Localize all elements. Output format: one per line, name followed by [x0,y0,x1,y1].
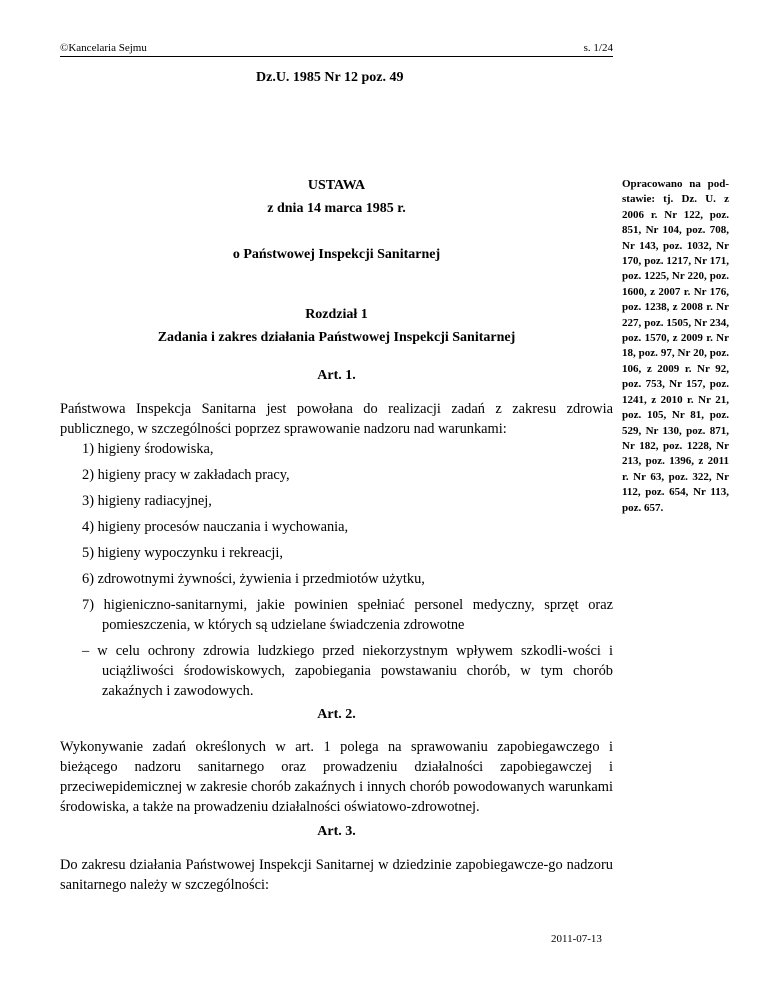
list-item: 5) higieny wypoczynku i rekreacji, [82,545,283,561]
act-date: z dnia 14 marca 1985 r. [267,201,406,216]
list-item: 3) higieny radiacyjnej, [82,493,212,509]
page-number: s. 1/24 [583,42,613,54]
header-publisher: ©Kancelaria Sejmu [60,42,147,54]
chapter-title: Zadania i zakres działania Państwowej Inspekcji Sanitarnej [157,330,516,345]
list-item: 7) higieniczno-sanitarnymi, jakie powinien spełniać personel medyczny, sprzęt oraz pomieszczenia, w których są udzielane świadczenia zdrowotne [82,597,613,633]
article-heading: Art. 1. [317,368,356,383]
article-heading: Art. 3. [317,824,356,839]
act-subject: o Państwowej Inspekcji Sanitarnej [232,247,441,262]
list-item: 6) zdrowotnymi żywności, żywienia i przedmiotów użytku, [82,571,425,587]
header-rule [60,56,613,57]
journal-reference: Dz.U. 1985 Nr 12 poz. 49 [256,70,404,85]
article-text: Państwowa Inspekcja Sanitarna jest powołana do realizacji zadań z zakresu zdrowia publicznego, w szczególności poprzez sprawowanie nadzoru nad warunkami: [60,401,613,437]
article-text: Do zakresu działania Państwowej Inspekcji Sanitarnej w dziedzinie zapobiegawcze-go nadzoru sanitarnego należy w szczególności: [60,857,613,893]
list-item: 1) higieny środowiska, [82,441,214,457]
chapter-number: Rozdział 1 [305,307,368,322]
list-item: – w celu ochrony zdrowia ludzkiego przed niekorzystnym wpływem szkodli-wości i uciążliwości środowiskowych, zapobiegania powstawaniu chorób, w tym chorób zakaźnych i zawodowych. [82,643,613,699]
source-sidenote: Opracowano na pod-stawie: tj. Dz. U. z 2006 r. Nr 122, poz. 851, Nr 104, poz. 708, Nr 143, poz. 1032, Nr 170, poz. 1217, Nr 171, poz. 1225, Nr 220, poz. 1600, z 2007 r. Nr 176, poz. 1238, z 2008 r. Nr 227, poz. 1505, Nr 234, poz. 1570, z 2009 r. Nr 18, poz. 97, Nr 20, poz. 106, z 2009 r. Nr 92, poz. 753, Nr 157, poz. 1241, z 2010 r. Nr 21, poz. 105, Nr 81, poz. 529, Nr 130, poz. 871, Nr 182, poz. 1228, Nr 213, poz. 1396, z 2011 r. Nr 63, poz. 322, Nr 112, poz. 654, Nr 113, poz. 657. [622,178,729,514]
article-list [82,439,613,707]
article-heading: Art. 2. [317,707,356,722]
act-title: USTAWA [307,178,366,193]
list-item: 4) higieny procesów nauczania i wychowania, [82,519,349,535]
footer-date: 2011-07-13 [551,933,602,945]
article-text: Wykonywanie zadań określonych w art. 1 polega na sprawowaniu zapobiegawczego i bieżącego nadzoru sanitarnego oraz prowadzeniu działalności zapobiegawczej i przeciwepidemicznej w zakresie chorób zakaźnych i innych chorób powodowanych warunkami środowiska, a także na prowadzeniu działalności oświatowo-zdrowotnej. [60,739,613,815]
list-item: 2) higieny pracy w zakładach pracy, [82,467,290,483]
